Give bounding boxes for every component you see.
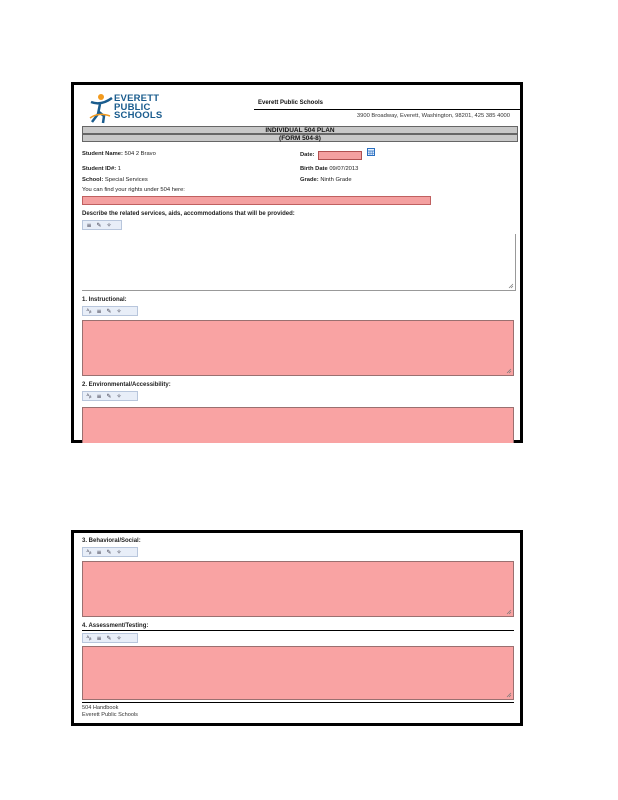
form-page-2: [71, 530, 523, 726]
align-icon[interactable]: ≡: [86, 221, 92, 229]
form-page-1: [71, 82, 523, 443]
student-name-value: 504 2 Bravo: [124, 151, 156, 157]
assessment-divider: [82, 630, 514, 631]
resize-grip-icon[interactable]: [506, 692, 512, 698]
assessment-toolbar: [82, 633, 138, 643]
grade-row: [300, 177, 352, 183]
rights-link-input[interactable]: [82, 196, 431, 205]
clear-format-icon[interactable]: ✧: [116, 307, 122, 315]
district-logo: [88, 92, 172, 126]
clear-format-icon[interactable]: ✧: [116, 392, 122, 400]
school-label: School:: [82, 177, 104, 183]
form-page-1-content: [82, 89, 514, 440]
behavioral-textarea[interactable]: [82, 561, 514, 617]
form-page-2-content: [82, 537, 514, 723]
grade-value: Ninth Grade: [320, 177, 352, 183]
highlight-icon[interactable]: ✎: [96, 221, 102, 229]
birth-date-label: Birth Date: [300, 166, 328, 172]
align-icon[interactable]: ≡: [96, 634, 102, 642]
rights-prompt: You can find your rights under 504 here:: [82, 187, 185, 193]
footer-divider: [82, 702, 514, 703]
environmental-toolbar: [82, 391, 138, 401]
spell-check-icon[interactable]: ᴬᵦ: [86, 548, 92, 556]
page-footer: [82, 705, 138, 719]
birth-date-row: [300, 166, 358, 172]
highlight-icon[interactable]: ✎: [106, 634, 112, 642]
footer-line-2: Everett Public Schools: [82, 712, 138, 718]
date-label: [300, 152, 315, 158]
grade-label: Grade:: [300, 177, 319, 183]
clear-format-icon[interactable]: ✧: [116, 634, 122, 642]
student-name-label: Student Name:: [82, 151, 123, 157]
services-textarea[interactable]: [82, 234, 516, 291]
clear-format-icon[interactable]: ✧: [106, 221, 112, 229]
logo-figure-icon: [88, 92, 114, 124]
align-icon[interactable]: ≡: [96, 548, 102, 556]
school-value: Special Services: [104, 177, 148, 183]
services-toolbar: [82, 220, 122, 230]
birth-date-value: 09/07/2013: [329, 166, 359, 172]
plan-title-bar: INDIVIDUAL 504 PLAN: [82, 126, 518, 134]
spell-check-icon[interactable]: ᴬᵦ: [86, 634, 92, 642]
date-label-text: Date:: [300, 152, 315, 158]
calendar-icon[interactable]: [367, 148, 375, 156]
logo-line-2: PUBLIC: [114, 101, 151, 113]
resize-grip-icon[interactable]: [506, 368, 512, 374]
student-id-label: Student ID#:: [82, 166, 117, 172]
align-icon[interactable]: ≡: [96, 307, 102, 315]
instructional-textarea[interactable]: [82, 320, 514, 376]
behavioral-label: 3. Behavioral/Social:: [82, 538, 141, 544]
assessment-label: 4. Assessment/Testing:: [82, 623, 149, 629]
form-code-bar: (FORM 504-8): [82, 134, 518, 142]
student-id-value: 1: [117, 166, 121, 172]
logo-line-3: SCHOOLS: [114, 110, 163, 121]
student-id-row: [82, 166, 121, 172]
district-address: 3900 Broadway, Everett, Washington, 98201, 425 385 4000: [356, 113, 510, 119]
align-icon[interactable]: ≡: [96, 392, 102, 400]
logo-wordmark: [114, 95, 162, 121]
highlight-icon[interactable]: ✎: [106, 392, 112, 400]
environmental-textarea[interactable]: [82, 407, 514, 443]
instructional-label: 1. Instructional:: [82, 297, 127, 303]
resize-grip-icon[interactable]: [508, 283, 514, 289]
school-row: [82, 177, 148, 183]
clear-format-icon[interactable]: ✧: [116, 548, 122, 556]
header-divider: [254, 109, 522, 110]
logo-line-1: EVERETT: [114, 93, 160, 104]
spell-check-icon[interactable]: ᴬᵦ: [86, 392, 92, 400]
services-label: Describe the related services, aids, accommodations that will be provided:: [82, 211, 295, 217]
student-name-row: [82, 151, 156, 157]
spell-check-icon[interactable]: ᴬᵦ: [86, 307, 92, 315]
footer-line-1: 504 Handbook: [82, 705, 119, 711]
instructional-toolbar: [82, 306, 138, 316]
environmental-label: 2. Environmental/Accessibility:: [82, 382, 171, 388]
resize-grip-icon[interactable]: [506, 609, 512, 615]
assessment-textarea[interactable]: [82, 646, 514, 700]
highlight-icon[interactable]: ✎: [106, 307, 112, 315]
district-name: Everett Public Schools: [258, 100, 324, 106]
highlight-icon[interactable]: ✎: [106, 548, 112, 556]
behavioral-toolbar: [82, 547, 138, 557]
date-input[interactable]: [318, 151, 362, 160]
